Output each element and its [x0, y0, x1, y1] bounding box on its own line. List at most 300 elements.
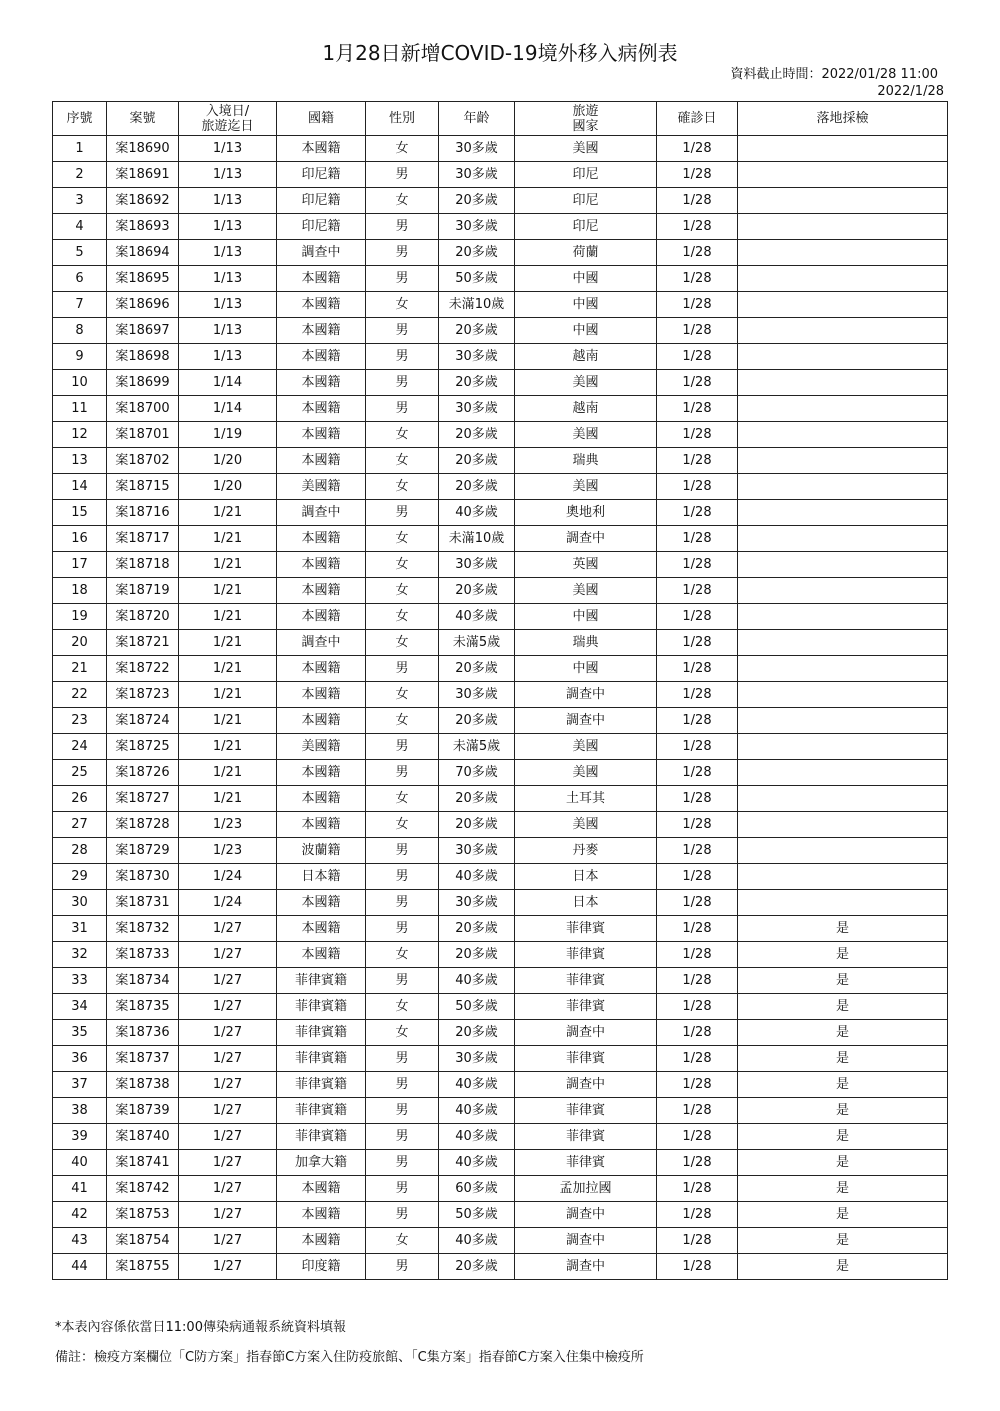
cell-case-no: 案18723 — [107, 682, 179, 708]
cell-serial: 1 — [53, 136, 107, 162]
cell-entry-date: 1/21 — [179, 656, 277, 682]
cell-serial: 14 — [53, 474, 107, 500]
cell-entry-date: 1/27 — [179, 1254, 277, 1280]
cell-landing-test — [738, 838, 948, 864]
cell-case-no: 案18721 — [107, 630, 179, 656]
cell-nationality: 本國籍 — [277, 292, 366, 318]
table-row — [53, 136, 948, 162]
cell-age: 30多歲 — [439, 162, 515, 188]
cell-age: 50多歲 — [439, 1202, 515, 1228]
cell-landing-test: 是 — [738, 1072, 948, 1098]
cell-gender: 女 — [366, 682, 439, 708]
cell-age: 20多歲 — [439, 942, 515, 968]
cell-serial: 16 — [53, 526, 107, 552]
table-row — [53, 344, 948, 370]
cell-nationality: 本國籍 — [277, 396, 366, 422]
cell-entry-date: 1/13 — [179, 188, 277, 214]
table-row — [53, 1254, 948, 1280]
cell-age: 20多歲 — [439, 422, 515, 448]
cell-case-no: 案18739 — [107, 1098, 179, 1124]
cell-gender: 男 — [366, 890, 439, 916]
cell-gender: 女 — [366, 292, 439, 318]
cell-confirm-date: 1/28 — [657, 214, 738, 240]
cell-nationality: 印尼籍 — [277, 214, 366, 240]
cell-travel-country: 越南 — [515, 396, 657, 422]
cell-gender: 男 — [366, 1202, 439, 1228]
table-row — [53, 266, 948, 292]
cell-landing-test — [738, 136, 948, 162]
cell-nationality: 本國籍 — [277, 682, 366, 708]
cell-entry-date: 1/13 — [179, 292, 277, 318]
cell-entry-date: 1/27 — [179, 1228, 277, 1254]
cell-gender: 女 — [366, 422, 439, 448]
cell-landing-test — [738, 682, 948, 708]
cell-serial: 32 — [53, 942, 107, 968]
cell-serial: 18 — [53, 578, 107, 604]
cell-serial: 4 — [53, 214, 107, 240]
cell-gender: 女 — [366, 1020, 439, 1046]
cell-nationality: 本國籍 — [277, 318, 366, 344]
cell-entry-date: 1/21 — [179, 708, 277, 734]
cell-age: 40多歲 — [439, 500, 515, 526]
cell-age: 未滿5歲 — [439, 630, 515, 656]
cell-travel-country: 孟加拉國 — [515, 1176, 657, 1202]
cell-age: 40多歲 — [439, 1150, 515, 1176]
cell-confirm-date: 1/28 — [657, 682, 738, 708]
cell-case-no: 案18754 — [107, 1228, 179, 1254]
cell-serial: 3 — [53, 188, 107, 214]
cell-travel-country: 中國 — [515, 656, 657, 682]
footnote: *本表內容係依當日11:00傳染病通報系統資料填報 — [55, 1320, 346, 1335]
cell-travel-country: 調查中 — [515, 682, 657, 708]
cell-age: 30多歲 — [439, 344, 515, 370]
table-row — [53, 1176, 948, 1202]
cell-case-no: 案18718 — [107, 552, 179, 578]
cell-nationality: 本國籍 — [277, 552, 366, 578]
table-row — [53, 968, 948, 994]
cell-age: 40多歲 — [439, 864, 515, 890]
table-row — [53, 1046, 948, 1072]
cell-age: 70多歲 — [439, 760, 515, 786]
cell-confirm-date: 1/28 — [657, 266, 738, 292]
cell-landing-test — [738, 448, 948, 474]
cell-entry-date: 1/27 — [179, 1072, 277, 1098]
cell-confirm-date: 1/28 — [657, 1020, 738, 1046]
cell-travel-country: 菲律賓 — [515, 994, 657, 1020]
cell-gender: 男 — [366, 864, 439, 890]
table-row — [53, 318, 948, 344]
cell-nationality: 美國籍 — [277, 474, 366, 500]
cell-age: 30多歲 — [439, 682, 515, 708]
cell-serial: 42 — [53, 1202, 107, 1228]
cell-case-no: 案18701 — [107, 422, 179, 448]
cell-entry-date: 1/20 — [179, 448, 277, 474]
cell-nationality: 本國籍 — [277, 1176, 366, 1202]
cell-landing-test: 是 — [738, 1228, 948, 1254]
cell-landing-test: 是 — [738, 1124, 948, 1150]
cell-case-no: 案18728 — [107, 812, 179, 838]
table-row — [53, 448, 948, 474]
cell-age: 20多歲 — [439, 578, 515, 604]
cell-age: 30多歲 — [439, 136, 515, 162]
cell-nationality: 菲律賓籍 — [277, 968, 366, 994]
cell-travel-country: 菲律賓 — [515, 1046, 657, 1072]
cell-serial: 40 — [53, 1150, 107, 1176]
cell-travel-country: 美國 — [515, 578, 657, 604]
cell-entry-date: 1/13 — [179, 240, 277, 266]
cell-landing-test — [738, 422, 948, 448]
cell-confirm-date: 1/28 — [657, 500, 738, 526]
cell-gender: 女 — [366, 526, 439, 552]
data-cutoff-time: 資料截止時間：2022/01/28 11:00 — [730, 67, 938, 82]
cell-case-no: 案18753 — [107, 1202, 179, 1228]
cell-entry-date: 1/21 — [179, 630, 277, 656]
cell-landing-test: 是 — [738, 1202, 948, 1228]
cell-confirm-date: 1/28 — [657, 604, 738, 630]
cell-entry-date: 1/21 — [179, 526, 277, 552]
column-header-nationality: 國籍 — [277, 102, 366, 136]
cell-nationality: 本國籍 — [277, 136, 366, 162]
cell-confirm-date: 1/28 — [657, 578, 738, 604]
cell-age: 20多歲 — [439, 370, 515, 396]
table-row — [53, 760, 948, 786]
cell-travel-country: 菲律賓 — [515, 1150, 657, 1176]
cell-landing-test: 是 — [738, 1046, 948, 1072]
cell-serial: 37 — [53, 1072, 107, 1098]
table-row — [53, 1228, 948, 1254]
cell-nationality: 本國籍 — [277, 786, 366, 812]
table-row — [53, 396, 948, 422]
cell-entry-date: 1/27 — [179, 1124, 277, 1150]
remark-note: 備註：檢疫方案欄位「C防方案」指春節C方案入住防疫旅館、「C集方案」指春節C方案入住集中檢疫所 — [55, 1350, 644, 1365]
table-row — [53, 292, 948, 318]
cell-confirm-date: 1/28 — [657, 656, 738, 682]
cell-nationality: 本國籍 — [277, 448, 366, 474]
cell-travel-country: 菲律賓 — [515, 1098, 657, 1124]
cell-landing-test — [738, 318, 948, 344]
cell-confirm-date: 1/28 — [657, 1072, 738, 1098]
cell-age: 未滿10歲 — [439, 292, 515, 318]
cell-nationality: 調查中 — [277, 240, 366, 266]
cell-serial: 7 — [53, 292, 107, 318]
cell-travel-country: 調查中 — [515, 1202, 657, 1228]
cell-landing-test: 是 — [738, 1020, 948, 1046]
cell-entry-date: 1/27 — [179, 994, 277, 1020]
cell-age: 40多歲 — [439, 1124, 515, 1150]
table-row — [53, 604, 948, 630]
cell-nationality: 美國籍 — [277, 734, 366, 760]
cell-confirm-date: 1/28 — [657, 994, 738, 1020]
cell-case-no: 案18735 — [107, 994, 179, 1020]
cell-case-no: 案18696 — [107, 292, 179, 318]
cell-case-no: 案18725 — [107, 734, 179, 760]
cell-case-no: 案18691 — [107, 162, 179, 188]
cell-travel-country: 調查中 — [515, 526, 657, 552]
cell-age: 未滿5歲 — [439, 734, 515, 760]
cell-landing-test — [738, 760, 948, 786]
cell-nationality: 本國籍 — [277, 656, 366, 682]
cell-entry-date: 1/21 — [179, 552, 277, 578]
cell-entry-date: 1/13 — [179, 344, 277, 370]
cell-serial: 31 — [53, 916, 107, 942]
cell-landing-test — [738, 578, 948, 604]
table-row — [53, 630, 948, 656]
cell-gender: 男 — [366, 734, 439, 760]
cell-gender: 女 — [366, 994, 439, 1020]
cell-landing-test — [738, 370, 948, 396]
cell-case-no: 案18755 — [107, 1254, 179, 1280]
cell-confirm-date: 1/28 — [657, 734, 738, 760]
cell-case-no: 案18738 — [107, 1072, 179, 1098]
table-row — [53, 1150, 948, 1176]
cell-travel-country: 越南 — [515, 344, 657, 370]
cell-serial: 43 — [53, 1228, 107, 1254]
cell-confirm-date: 1/28 — [657, 526, 738, 552]
cell-entry-date: 1/21 — [179, 578, 277, 604]
cell-case-no: 案18742 — [107, 1176, 179, 1202]
cell-serial: 12 — [53, 422, 107, 448]
cell-travel-country: 日本 — [515, 864, 657, 890]
cell-landing-test: 是 — [738, 1254, 948, 1280]
cell-landing-test — [738, 552, 948, 578]
table-row — [53, 578, 948, 604]
cell-travel-country: 調查中 — [515, 1072, 657, 1098]
cell-entry-date: 1/27 — [179, 1046, 277, 1072]
cell-travel-country: 美國 — [515, 734, 657, 760]
cell-confirm-date: 1/28 — [657, 1046, 738, 1072]
cell-age: 50多歲 — [439, 266, 515, 292]
cell-entry-date: 1/23 — [179, 812, 277, 838]
cell-confirm-date: 1/28 — [657, 786, 738, 812]
cell-confirm-date: 1/28 — [657, 630, 738, 656]
cell-nationality: 本國籍 — [277, 942, 366, 968]
cell-travel-country: 美國 — [515, 370, 657, 396]
cell-entry-date: 1/13 — [179, 136, 277, 162]
cell-age: 60多歲 — [439, 1176, 515, 1202]
cell-serial: 22 — [53, 682, 107, 708]
cell-confirm-date: 1/28 — [657, 552, 738, 578]
cell-entry-date: 1/27 — [179, 1176, 277, 1202]
cell-landing-test — [738, 344, 948, 370]
cell-serial: 11 — [53, 396, 107, 422]
column-header-entry-date: 入境日/ 旅遊迄日 — [179, 102, 277, 136]
cell-confirm-date: 1/28 — [657, 760, 738, 786]
cell-gender: 男 — [366, 214, 439, 240]
cell-travel-country: 美國 — [515, 136, 657, 162]
cell-age: 20多歲 — [439, 1020, 515, 1046]
cell-landing-test — [738, 526, 948, 552]
column-header-confirm-date: 確診日 — [657, 102, 738, 136]
cell-gender: 男 — [366, 1124, 439, 1150]
cell-entry-date: 1/21 — [179, 734, 277, 760]
cell-travel-country: 調查中 — [515, 1228, 657, 1254]
table-row — [53, 864, 948, 890]
cell-confirm-date: 1/28 — [657, 396, 738, 422]
cell-landing-test — [738, 786, 948, 812]
cell-age: 20多歲 — [439, 812, 515, 838]
cell-case-no: 案18699 — [107, 370, 179, 396]
cell-nationality: 本國籍 — [277, 578, 366, 604]
table-row — [53, 552, 948, 578]
cell-gender: 男 — [366, 1176, 439, 1202]
cell-travel-country: 印尼 — [515, 214, 657, 240]
cell-landing-test — [738, 708, 948, 734]
table-row — [53, 786, 948, 812]
cell-case-no: 案18720 — [107, 604, 179, 630]
cell-serial: 19 — [53, 604, 107, 630]
cell-nationality: 本國籍 — [277, 370, 366, 396]
cell-confirm-date: 1/28 — [657, 136, 738, 162]
cell-confirm-date: 1/28 — [657, 916, 738, 942]
cell-age: 40多歲 — [439, 1072, 515, 1098]
table-row — [53, 240, 948, 266]
table-row — [53, 370, 948, 396]
cell-travel-country: 美國 — [515, 422, 657, 448]
cell-case-no: 案18717 — [107, 526, 179, 552]
cell-age: 30多歲 — [439, 1046, 515, 1072]
cell-entry-date: 1/14 — [179, 396, 277, 422]
cell-serial: 5 — [53, 240, 107, 266]
cell-confirm-date: 1/28 — [657, 318, 738, 344]
cell-travel-country: 調查中 — [515, 708, 657, 734]
cell-serial: 8 — [53, 318, 107, 344]
cell-case-no: 案18734 — [107, 968, 179, 994]
cell-age: 20多歲 — [439, 1254, 515, 1280]
cell-nationality: 日本籍 — [277, 864, 366, 890]
cell-travel-country: 印尼 — [515, 188, 657, 214]
table-row — [53, 214, 948, 240]
cell-case-no: 案18692 — [107, 188, 179, 214]
cell-entry-date: 1/13 — [179, 214, 277, 240]
column-header-landing-test: 落地採檢 — [738, 102, 948, 136]
cell-gender: 女 — [366, 942, 439, 968]
cell-travel-country: 菲律賓 — [515, 968, 657, 994]
cell-case-no: 案18737 — [107, 1046, 179, 1072]
cell-gender: 女 — [366, 552, 439, 578]
table-row — [53, 1202, 948, 1228]
cell-gender: 男 — [366, 656, 439, 682]
cell-age: 40多歲 — [439, 604, 515, 630]
cell-case-no: 案18697 — [107, 318, 179, 344]
page-title: 1月28日新增COVID-19境外移入病例表 — [322, 41, 678, 65]
cell-nationality: 本國籍 — [277, 760, 366, 786]
table-row — [53, 838, 948, 864]
cell-nationality: 調查中 — [277, 500, 366, 526]
cell-entry-date: 1/21 — [179, 786, 277, 812]
cell-confirm-date: 1/28 — [657, 370, 738, 396]
cell-travel-country: 丹麥 — [515, 838, 657, 864]
cell-nationality: 菲律賓籍 — [277, 1072, 366, 1098]
cell-case-no: 案18698 — [107, 344, 179, 370]
cell-gender: 女 — [366, 1228, 439, 1254]
cell-gender: 男 — [366, 1046, 439, 1072]
cell-serial: 25 — [53, 760, 107, 786]
cell-serial: 15 — [53, 500, 107, 526]
cell-case-no: 案18727 — [107, 786, 179, 812]
cell-confirm-date: 1/28 — [657, 1202, 738, 1228]
cell-travel-country: 瑞典 — [515, 630, 657, 656]
cell-gender: 男 — [366, 1150, 439, 1176]
cell-case-no: 案18736 — [107, 1020, 179, 1046]
cell-gender: 男 — [366, 266, 439, 292]
cell-serial: 28 — [53, 838, 107, 864]
cell-confirm-date: 1/28 — [657, 474, 738, 500]
cell-entry-date: 1/27 — [179, 916, 277, 942]
header-row — [53, 102, 948, 136]
cell-case-no: 案18690 — [107, 136, 179, 162]
cell-entry-date: 1/27 — [179, 1020, 277, 1046]
cell-travel-country: 中國 — [515, 604, 657, 630]
cell-landing-test: 是 — [738, 994, 948, 1020]
cell-age: 20多歲 — [439, 448, 515, 474]
cell-age: 20多歲 — [439, 240, 515, 266]
cell-nationality: 本國籍 — [277, 812, 366, 838]
cell-entry-date: 1/23 — [179, 838, 277, 864]
cell-travel-country: 美國 — [515, 812, 657, 838]
cell-gender: 女 — [366, 604, 439, 630]
cell-landing-test — [738, 240, 948, 266]
cell-nationality: 印尼籍 — [277, 162, 366, 188]
table-header — [53, 102, 948, 136]
cell-case-no: 案18731 — [107, 890, 179, 916]
table-row — [53, 916, 948, 942]
cell-gender: 男 — [366, 240, 439, 266]
cell-nationality: 本國籍 — [277, 1228, 366, 1254]
cell-case-no: 案18726 — [107, 760, 179, 786]
cell-travel-country: 荷蘭 — [515, 240, 657, 266]
cell-age: 40多歲 — [439, 968, 515, 994]
cell-gender: 男 — [366, 1072, 439, 1098]
cell-age: 20多歲 — [439, 188, 515, 214]
cell-landing-test — [738, 188, 948, 214]
cell-serial: 24 — [53, 734, 107, 760]
cell-entry-date: 1/24 — [179, 890, 277, 916]
cell-travel-country: 調查中 — [515, 1254, 657, 1280]
cell-case-no: 案18700 — [107, 396, 179, 422]
cell-case-no: 案18715 — [107, 474, 179, 500]
cell-nationality: 本國籍 — [277, 604, 366, 630]
cell-confirm-date: 1/28 — [657, 240, 738, 266]
cell-nationality: 本國籍 — [277, 890, 366, 916]
cell-landing-test — [738, 604, 948, 630]
cell-age: 20多歲 — [439, 786, 515, 812]
cell-case-no: 案18695 — [107, 266, 179, 292]
cell-nationality: 印尼籍 — [277, 188, 366, 214]
cell-case-no: 案18741 — [107, 1150, 179, 1176]
cell-gender: 女 — [366, 786, 439, 812]
cell-age: 未滿10歲 — [439, 526, 515, 552]
table-row — [53, 188, 948, 214]
cell-confirm-date: 1/28 — [657, 942, 738, 968]
case-table — [52, 101, 948, 1280]
cell-nationality: 波蘭籍 — [277, 838, 366, 864]
cell-entry-date: 1/13 — [179, 162, 277, 188]
cell-age: 20多歲 — [439, 708, 515, 734]
cell-nationality: 本國籍 — [277, 266, 366, 292]
cell-entry-date: 1/19 — [179, 422, 277, 448]
cell-travel-country: 日本 — [515, 890, 657, 916]
cell-gender: 男 — [366, 370, 439, 396]
cell-entry-date: 1/27 — [179, 1202, 277, 1228]
table-row — [53, 994, 948, 1020]
table-row — [53, 1072, 948, 1098]
cell-travel-country: 菲律賓 — [515, 916, 657, 942]
cell-nationality: 菲律賓籍 — [277, 1046, 366, 1072]
cell-gender: 男 — [366, 1254, 439, 1280]
cell-serial: 34 — [53, 994, 107, 1020]
cell-gender: 女 — [366, 578, 439, 604]
cell-landing-test — [738, 500, 948, 526]
